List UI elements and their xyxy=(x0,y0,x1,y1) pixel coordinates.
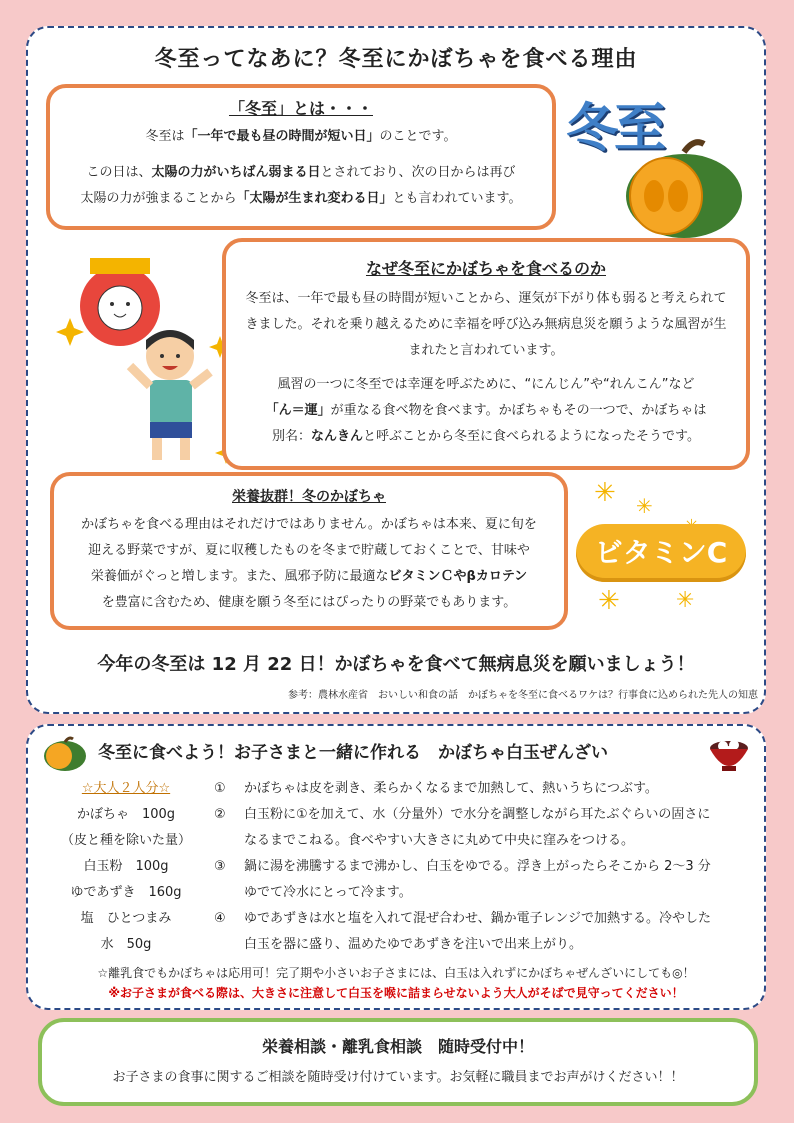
recipe-step: ② 白玉粉に①を加えて、水（分量外）で水分を調整しながら耳たぶぐらいの固さに なるまでこねる。食べやすい大きさに丸めて中央に窪みをつける。 xyxy=(214,807,711,848)
recipe-title: 冬至に食べよう！お子さまと一緒に作れる かぼちゃ白玉ぜんざい xyxy=(98,743,608,763)
ingredients-header: ☆大人２人分☆ xyxy=(81,781,171,796)
why-pumpkin-paragraph2: 風習の一つに冬至では幸運を呼ぶために、“にんじん”や“れんこん”など 「ん＝運」が重なる食べ物を食べます。かぼちゃもその一つで、かぼちゃは 別名：なんきんと呼ぶことから冬至に食べられるようになったそうです。 xyxy=(265,377,707,444)
toji-pumpkin-illustration xyxy=(562,78,752,248)
why-pumpkin-box xyxy=(222,238,750,470)
baby-food-note: ☆離乳食でもかぼちゃは応用可！完了期や小さいお子さまには、白玉は入れずにかぼちゃぜんざいにしても◎！ xyxy=(97,966,695,980)
why-pumpkin-paragraph1: 冬至は、一年で最も昼の時間が短いことから、運気が下がり体も弱ると考えられてきました。それを乗り越えるために幸福を呼び込み無病息災を願うような風習が生まれたと言われています。 xyxy=(245,291,727,358)
consultation-box xyxy=(38,1018,758,1106)
reference-text: 参考：農林水産省 おいしい和食の話 かぼちゃを冬至に食べるワケは？行事食に込められた先人の知恵 xyxy=(288,690,758,701)
what-is-toji-heading: 「冬至」とは・・・ xyxy=(228,99,373,118)
vitamin-c-badge: ビタミンC xyxy=(576,524,746,582)
why-pumpkin-heading: なぜ冬至にかぼちゃを食べるのか xyxy=(365,259,606,278)
what-is-toji-box xyxy=(46,84,556,230)
toji-info-panel xyxy=(26,26,766,714)
ingredients-list xyxy=(50,776,202,958)
ingredient-item: 水 50g xyxy=(100,937,152,952)
what-is-toji-line3: 太陽の力が強まることから「太陽が生まれ変わる日」とも言われています。 xyxy=(80,191,522,206)
pumpkin-icon xyxy=(42,736,88,772)
safety-warning: ※お子さまが食べる際は、大きさに注意して白玉を喉に詰まらせないよう大人がそばで見守ってください！ xyxy=(108,986,684,1000)
sparkle-icon: ✳ xyxy=(598,586,620,616)
what-is-toji-line2: この日は、太陽の力がいちばん弱まる日とされており、次の日からは再び xyxy=(86,165,516,180)
recipe-step: ① かぼちゃは皮を剥き、柔らかくなるまで加熱して、熱いうちにつぶす。 xyxy=(214,781,658,796)
ingredient-item: （皮と種を除いた量） xyxy=(60,833,191,848)
recipe-step: ③ 鍋に湯を沸騰するまで沸かし、白玉をゆでる。浮き上がったらそこから 2～3 分 ゆでて冷水にとって冷ます。 xyxy=(214,859,711,900)
ingredient-item: ゆであずき 160g xyxy=(70,885,182,900)
nutrition-box xyxy=(50,472,568,630)
recipe-steps xyxy=(214,776,754,958)
nutrition-heading: 栄養抜群！冬のかぼちゃ xyxy=(232,489,386,505)
recipe-panel xyxy=(26,724,766,1010)
ingredient-item: かぼちゃ 100g xyxy=(76,807,176,822)
date-banner: 今年の冬至は 12 月 22 日！かぼちゃを食べて無病息災を願いましょう！ xyxy=(97,654,695,675)
sparkle-icon: ✳ xyxy=(594,478,616,508)
ingredient-item: 白玉粉 100g xyxy=(83,859,169,874)
recipe-step: ④ ゆであずきは水と塩を入れて混ぜ合わせ、鍋か電子レンジで加熱する。冷やした 白玉を器に盛り、温めたゆであずきを注いで出来上がり。 xyxy=(214,911,711,952)
consultation-text: お子さまの食事に関するご相談を随時受け付けています。お気軽に職員までお声がけください！！ xyxy=(112,1070,684,1085)
nutrition-text: かぼちゃを食べる理由はそれだけではありません。かぼちゃは本来、夏に旬を 迎える野菜ですが、夏に収穫したものを冬まで貯蔵しておくことで、甘味や 栄養価がぐっと増します。また、風邪予防に最適なビタミンＣやβカロテン を豊富に含むため、健康を願う冬至にはぴったりの野菜でもあります。 xyxy=(81,517,537,610)
consultation-title: 栄養相談・離乳食相談 随時受付中！ xyxy=(261,1037,534,1056)
sparkle-icon: ✳ xyxy=(676,588,695,613)
toji-art-text: 冬至 xyxy=(566,99,663,159)
boy-with-decoration-illustration xyxy=(50,246,246,468)
main-title: 冬至ってなあに？冬至にかぼちゃを食べる理由 xyxy=(154,47,638,72)
ingredient-item: 塩 ひとつまみ xyxy=(80,911,172,926)
sparkle-icon: ✳ xyxy=(636,494,653,518)
zenzai-bowl-icon xyxy=(706,732,752,774)
pumpkin-icon xyxy=(622,138,746,242)
what-is-toji-line1: 冬至は「一年で最も昼の時間が短い日」のことです。 xyxy=(145,129,457,144)
